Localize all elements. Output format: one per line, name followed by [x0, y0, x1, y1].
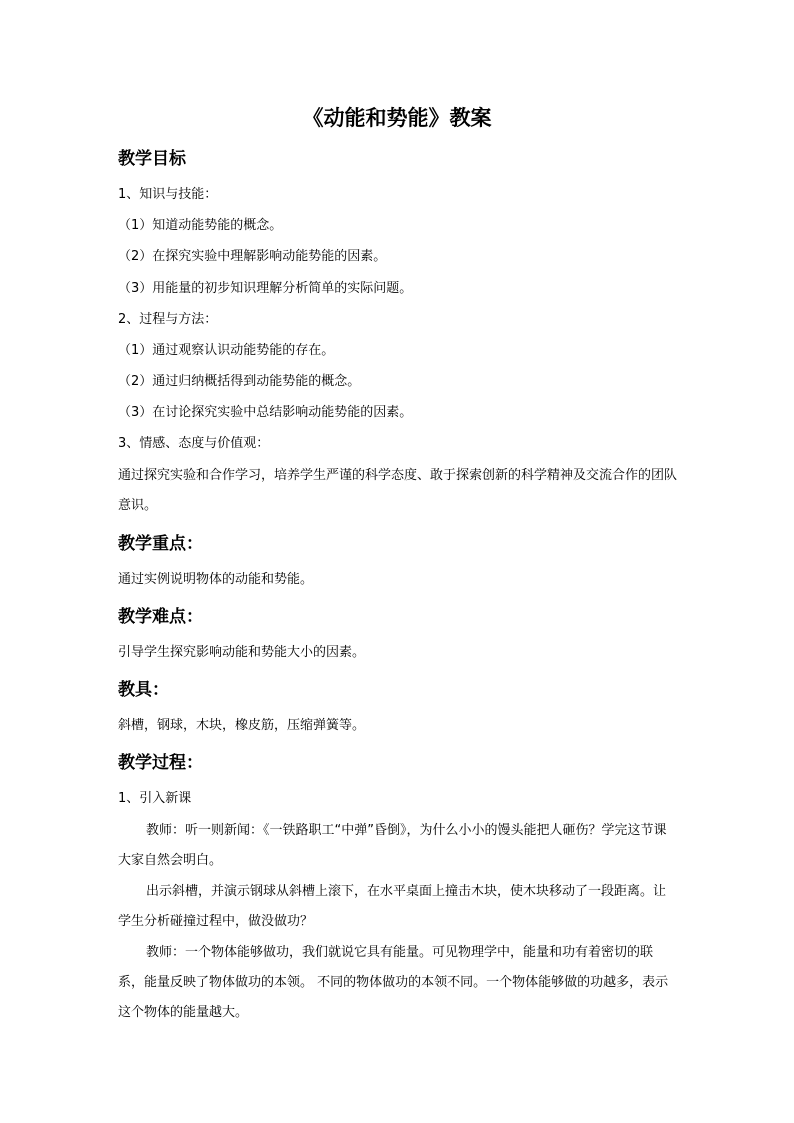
goal-item: （3）用能量的初步知识理解分析简单的实际问题。 [118, 281, 413, 296]
heading-teaching-goals: 教学目标 [118, 149, 186, 169]
difficulties-text: 引导学生探究影响动能和势能大小的因素。 [118, 645, 366, 660]
goal-item: 2、过程与方法： [118, 312, 218, 327]
goal-item: 3、情感、态度与价值观： [118, 436, 270, 451]
process-paragraph: 教师：一个物体能够做功，我们就说它具有能量。可见物理学中，能量和功有着密切的联系，能量反映了物体做功的本领。 不同的物体做功的本领不同。一个物体能够做的功越多，表示这个物体的能量越大。 [118, 945, 669, 1020]
heading-key-points: 教学重点： [118, 534, 203, 554]
goal-item: （3）在讨论探究实验中总结影响动能势能的因素。 [118, 405, 413, 420]
heading-tools: 教具： [118, 680, 169, 700]
goal-item: （1）知道动能势能的概念。 [118, 218, 283, 233]
goal-item: 1、知识与技能： [118, 187, 218, 202]
process-subheading: 1、引入新课 [118, 791, 192, 806]
process-paragraph: 教师：听一则新闻：《一铁路职工“中弹”昏倒》，为什么小小的馒头能把人砸伤？学完这节课大家自然会明白。 [118, 823, 667, 868]
key-points-text: 通过实例说明物体的动能和势能。 [118, 572, 314, 587]
goal-item: （2）在探究实验中理解影响动能势能的因素。 [118, 249, 387, 264]
tools-text: 斜槽，钢球，木块，橡皮筋，压缩弹簧等。 [118, 718, 366, 733]
process-paragraph: 出示斜槽，并演示钢球从斜槽上滚下，在水平桌面上撞击木块，使木块移动了一段距离。让学生分析碰撞过程中，做没做功？ [118, 884, 667, 929]
goal-item: （1）通过观察认识动能势能的存在。 [118, 343, 335, 358]
goal-item: （2）通过归纳概括得到动能势能的概念。 [118, 374, 361, 389]
heading-difficulties: 教学难点： [118, 607, 203, 627]
heading-teaching-process: 教学过程： [118, 753, 203, 773]
document-title: 《动能和势能》教案 [302, 105, 492, 130]
goals-paragraph: 通过探究实验和合作学习，培养学生严谨的科学态度、敢于探索创新的科学精神及交流合作的团队意识。 [118, 468, 678, 513]
